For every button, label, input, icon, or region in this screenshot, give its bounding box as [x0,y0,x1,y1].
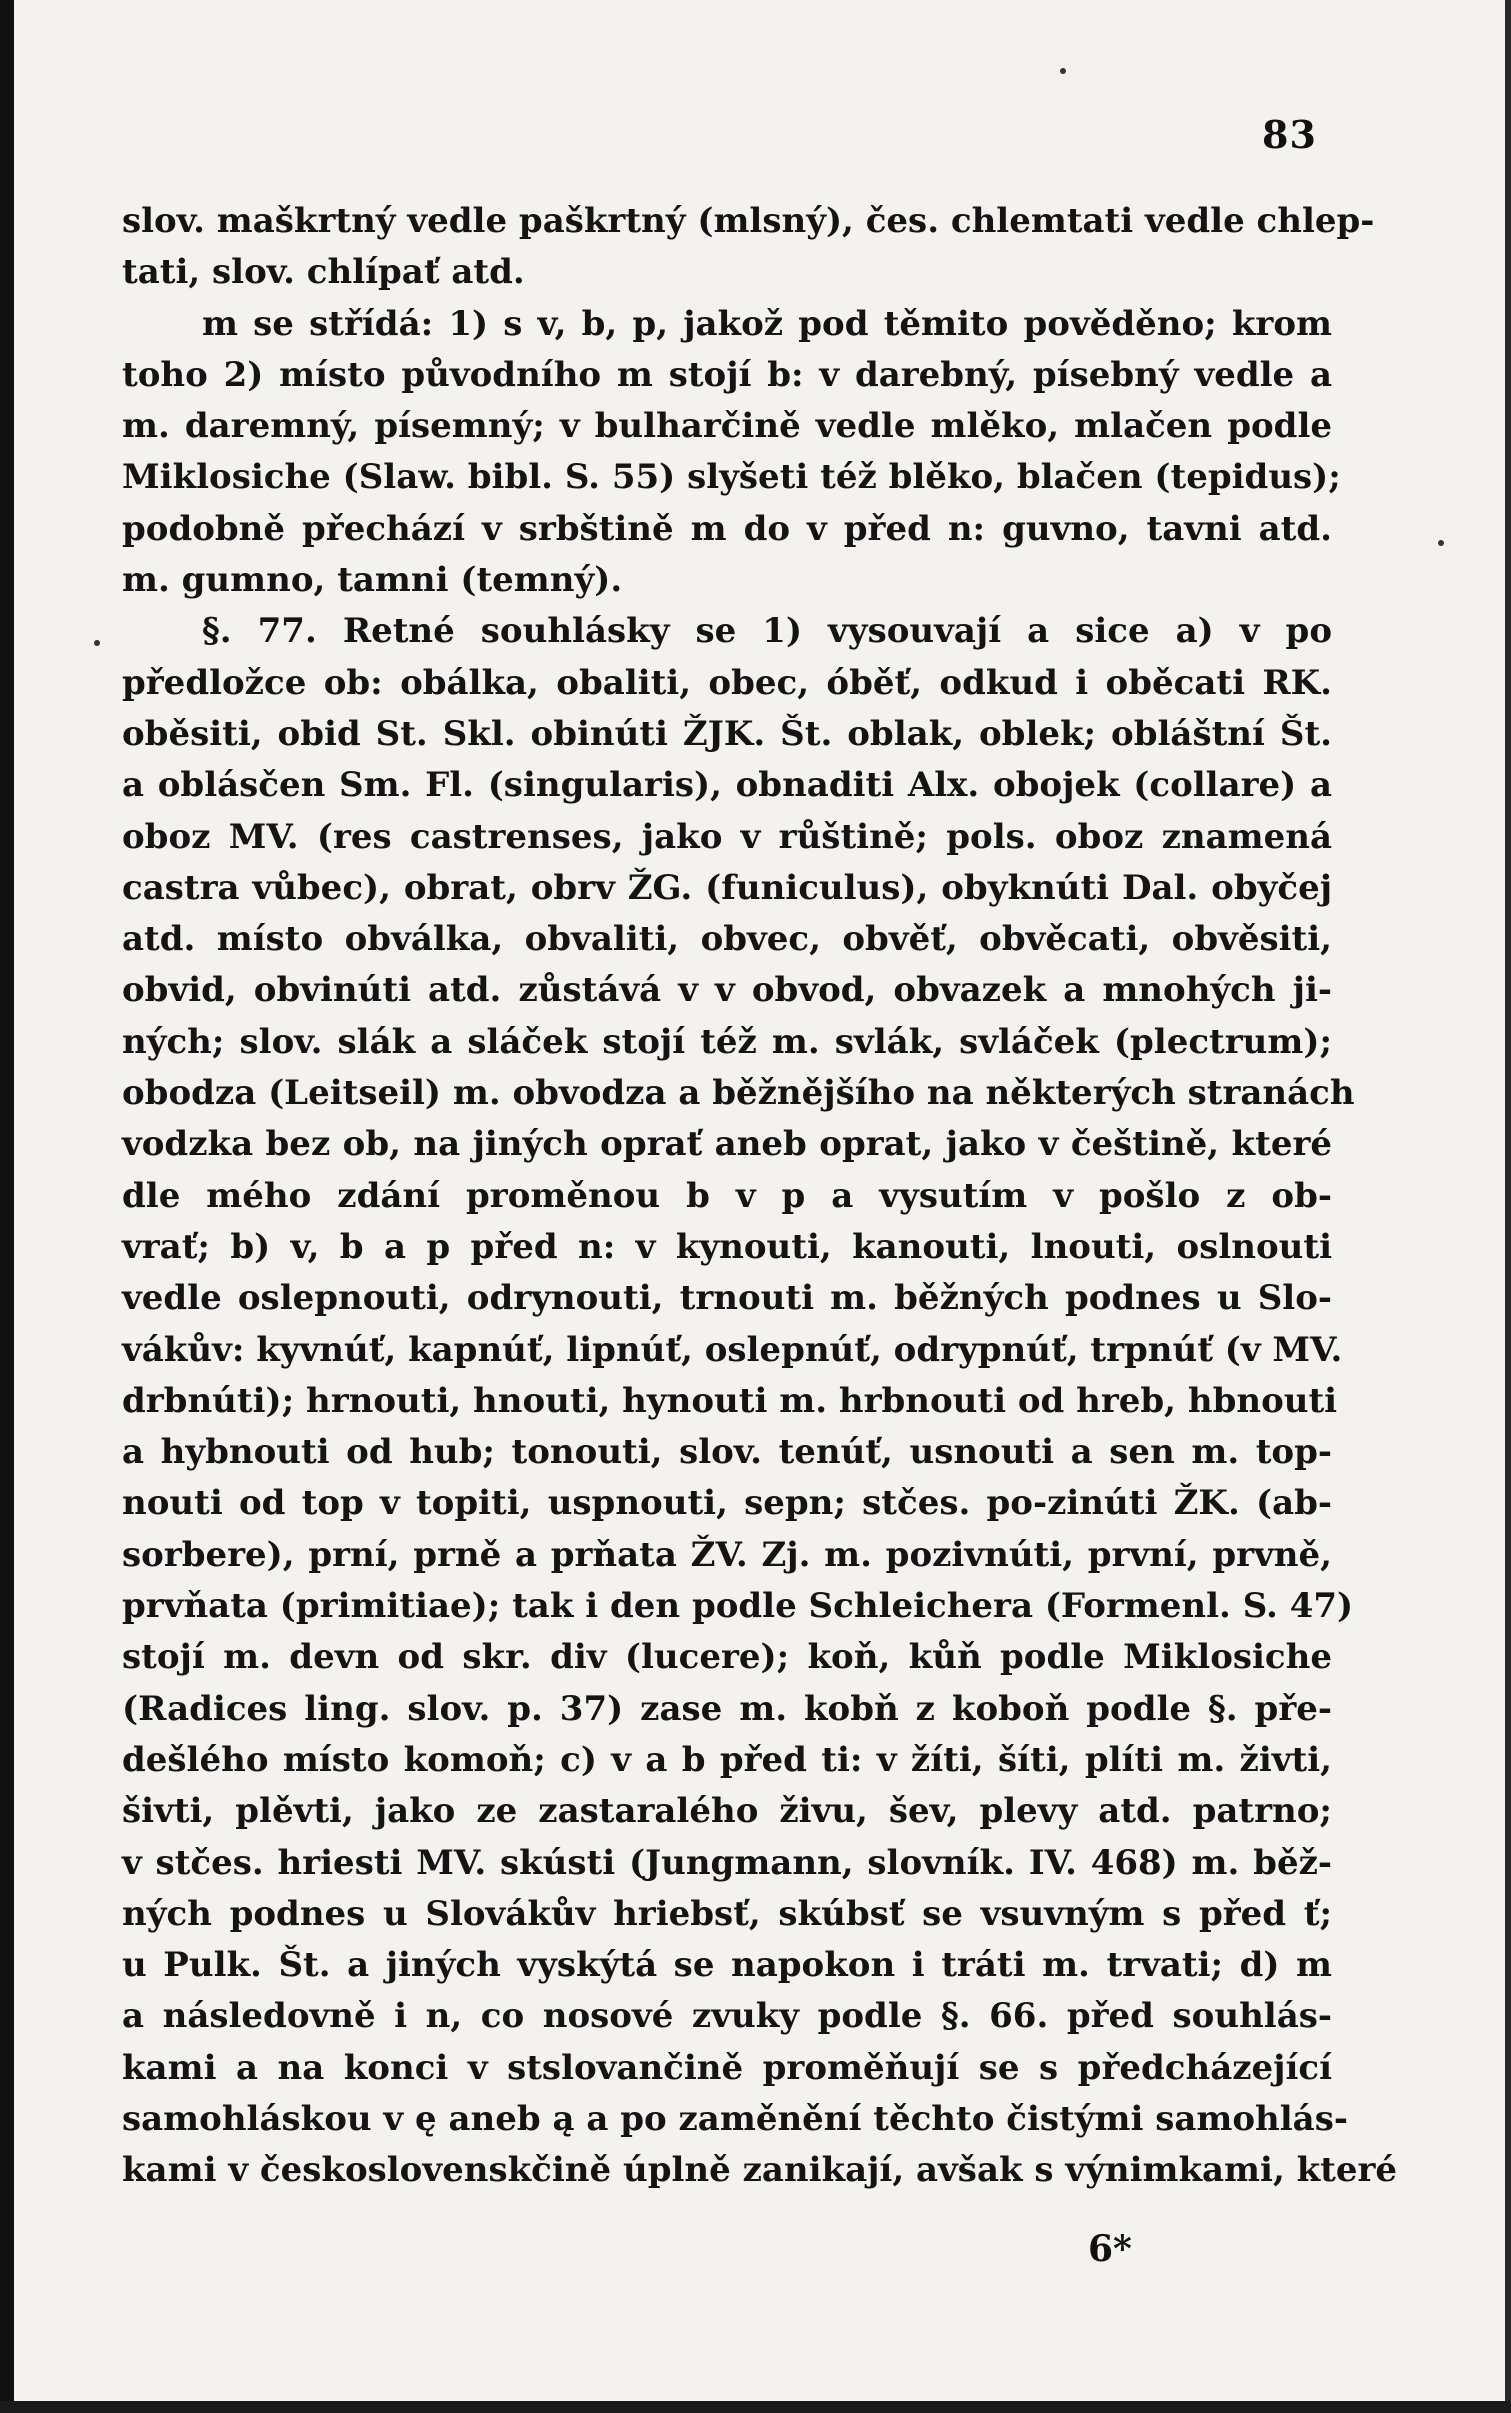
scan-speck [1438,540,1444,546]
text-line: samohláskou v ę aneb ą a po zaměnění těchto čistými samohlás- [122,2098,1348,2139]
text-line: vrať; b) v, b a p před n: v kynouti, kanouti, lnouti, oslnouti [122,1226,1332,1267]
text-line: m. daremný, písemný; v bulharčině vedle mlěko, mlačen podle [122,406,1332,447]
text-line: dle mého zdání proměnou b v p a vysutím v pošlo z ob- [122,1175,1332,1216]
text-line: m se střídá: 1) s v, b, p, jakož pod těmito pověděno; krom [202,303,1332,344]
scan-speck [1060,68,1066,74]
scan-left-edge [0,0,14,2413]
text-line: kami v československčině úplně zanikají, avšak s výnimkami, které [122,2150,1398,2191]
scan-bottom-edge [0,2401,1511,2413]
text-line: sorbere), prní, prně a prňata ŽV. Zj. m. pozivnúti, první, prvně, [122,1534,1332,1575]
text-line: tati, slov. chlípať atd. [122,252,525,293]
page-number: 83 [1262,112,1317,157]
text-line: ných podnes u Slovákův hriebsť, skúbsť se vsuvným s před ť; [122,1893,1332,1934]
text-line: obodza (Leitseil) m. obvodza a běžnějšího na některých stranách [122,1073,1355,1114]
text-line: ných; slov. slák a sláček stojí též m. svlák, svláček (plectrum); [122,1021,1332,1062]
text-line: a hybnouti od hub; tonouti, slov. tenúť, usnouti a sen m. top- [122,1432,1332,1473]
text-line: Miklosiche (Slaw. bibl. S. 55) slyšeti též blěko, blačen (tepidus); [122,457,1341,498]
text-line: obvid, obvinúti atd. zůstává v v obvod, obvazek a mnohých ji- [122,970,1332,1011]
scan-right-edge [1505,0,1511,2413]
text-line: atd. místo obválka, obvaliti, obvec, obvěť, obvěcati, obvěsiti, [122,919,1332,960]
text-line: toho 2) místo původního m stojí b: v darebný, písebný vedle a [122,354,1332,395]
text-line: castra vůbec), obrat, obrv ŽG. (funiculus), obyknúti Dal. obyčej [122,867,1332,908]
text-line: předložce ob: obálka, obaliti, obec, óběť, odkud i oběcati RK. [122,662,1332,703]
text-line: §. 77. Retné souhlásky se 1) vysouvají a sice a) v po [202,611,1332,652]
text-line: v stčes. hriesti MV. skústi (Jungmann, slovník. IV. 468) m. běž- [122,1842,1332,1883]
text-line: nouti od top v topiti, uspnouti, sepn; stčes. po-zinúti ŽK. (ab- [122,1483,1332,1524]
text-line: prvňata (primitiae); tak i den podle Schleichera (Formenl. S. 47) [122,1586,1354,1627]
text-line: oběsiti, obid St. Skl. obinúti ŽJK. Št. oblak, oblek; obláštní Št. [122,713,1332,754]
text-line: vákův: kyvnúť, kapnúť, lipnúť, oslepnúť, odrypnúť, trpnúť (v MV. [122,1329,1343,1370]
text-line: (Radices ling. slov. p. 37) zase m. kobň z koboň podle §. pře- [122,1688,1332,1729]
scan-speck [94,640,100,646]
text-line: u Pulk. Št. a jiných vyskýtá se napokon i tráti m. trvati; d) m [122,1945,1332,1986]
text-line: vodzka bez ob, na jiných oprať aneb oprat, jako v češtině, které [122,1124,1332,1165]
text-line: drbnúti); hrnouti, hnouti, hynouti m. hrbnouti od hreb, hbnouti [122,1380,1338,1421]
text-line: stojí m. devn od skr. div (lucere); koň, kůň podle Miklosiche [122,1637,1332,1678]
text-line: m. gumno, tamni (temný). [122,560,623,601]
text-line: slov. maškrtný vedle paškrtný (mlsný), čes. chlemtati vedle chlep- [122,201,1375,241]
text-line: podobně přechází v srbštině m do v před n: guvno, tavni atd. [122,508,1332,549]
text-line: a následovně i n, co nosové zvuky podle §. 66. před souhlás- [122,1996,1332,2037]
printer-signature: 6* [1088,2228,1132,2270]
text-line: dešlého místo komoň; c) v a b před ti: v žíti, šíti, plíti m. živti, [122,1739,1332,1780]
text-line: oboz MV. (res castrenses, jako v růštině; pols. oboz znamená [122,816,1332,857]
text-line: kami a na konci v stslovančině proměňují se s předcházející [122,2047,1332,2088]
text-line: a oblásčen Sm. Fl. (singularis), obnaditi Alx. obojek (collare) a [122,765,1332,806]
text-line: šivti, plěvti, jako ze zastaralého živu, šev, plevy atd. patrno; [122,1791,1332,1832]
text-line: vedle oslepnouti, odrynouti, trnouti m. běžných podnes u Slo- [122,1278,1332,1319]
body-text [122,196,1398,2197]
